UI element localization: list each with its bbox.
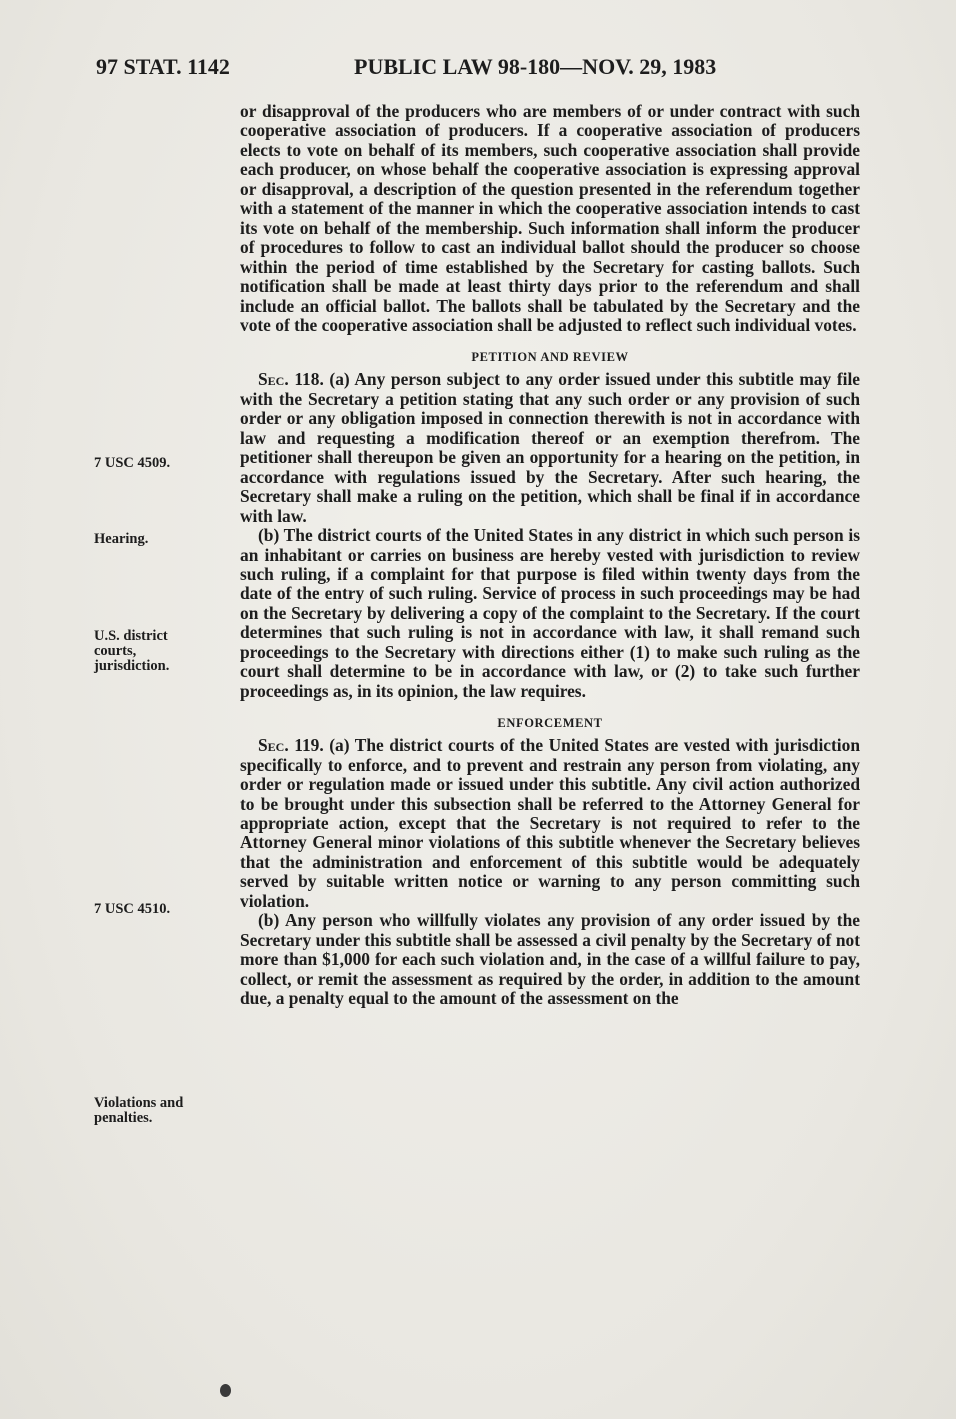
heading-enforcement: ENFORCEMENT xyxy=(497,716,603,731)
margin-note-hearing: Hearing. xyxy=(94,531,149,547)
section-119-b: (b) Any person who willfully violates any provision of any order issued by the Secretary under this subtitle shall be assessed a civil penalty by the Secretary of not more than $1,000 for each such violation and, in the case of a willful failure to pay, collect, or remit the assessment as required by the order, in addition to the amount due, a penalty equal to the amount of the assessment on the xyxy=(240,910,860,1009)
margin-note-district-courts: U.S. district courts, jurisdiction. xyxy=(94,628,170,674)
public-law-title: PUBLIC LAW 98-180—NOV. 29, 1983 xyxy=(354,54,717,79)
heading-petition-and-review: PETITION AND REVIEW xyxy=(471,350,629,365)
section-118-a-text: 118. (a) Any person subject to any order issued under this subtitle may file with the Secretary a petition stating that any such order or any provision of such order or any obligation imposed in connection therewith is not in accordance with law and requesting a modification thereof or an exemption therefrom. The petitioner shall thereupon be given an opportunity for a hearing on the petition, in accordance with regulations issued by the Secretary. After such hearing, the Secretary shall make a ruling on the petition, which shall be final if in accordance with law. xyxy=(240,369,860,526)
page-header xyxy=(96,54,856,84)
section-119-a xyxy=(240,736,860,911)
section-118-a xyxy=(240,370,860,526)
margin-note-violations: Violations and penalties. xyxy=(94,1095,184,1126)
margin-note-usc-4509: 7 USC 4509. xyxy=(94,455,171,471)
section-119-a-text: 119. (a) The district courts of the United States are vested with jurisdiction specifically to enforce, and to prevent and restrain any person from violating, any order or regulation made or issued under this subtitle. Any civil action authorized to be brought under this subsection shall be referred to the Attorney General for appropriate action, except that the Secretary is not required to refer to the Attorney General minor violations of this subtitle whenever the Secretary believes that the administration and enforcement of this subtitle would be adequately served by suitable written notice or warning to any person committing such violation. xyxy=(240,735,860,911)
statute-citation: 97 STAT. 1142 xyxy=(96,54,230,79)
continued-paragraph: or disapproval of the producers who are members of or under contract with such cooperative association of producers. If a cooperative association of producers elects to vote on behalf of its members, such cooperative association shall provide each producer, on whose behalf the cooperative association is expressing approval or disapproval, a description of the question presented in the referendum together with a statement of the manner in which the cooperative association intends to cast its vote on behalf of the membership. Such information shall inform the producer of procedures to follow to cast an individual ballot should the producer so choose within the period of time established by the Secretary for casting ballots. Such notification shall be made at least thirty days prior to the referendum and shall include an official ballot. The ballots shall be tabulated by the Secretary and the vote of the cooperative association shall be adjusted to reflect such individual votes. xyxy=(240,101,860,335)
ink-speck xyxy=(220,1384,231,1397)
section-118-b: (b) The district courts of the United States in any district in which such person is an inhabitant or carries on business are hereby vested with jurisdiction to review such ruling, if a complaint for that purpose is filed within twenty days from the date of the entry of such ruling. Service of process in such proceedings may be had on the Secretary by delivering a copy of the complaint to the Secretary. If the court determines that such ruling is not in accordance with law, it shall remand such proceedings to the Secretary with directions either (1) to make such ruling as the court shall determine to be in accordance with law, or (2) to take such further proceedings as, in its opinion, the law requires. xyxy=(240,525,860,701)
section-label: Sec. xyxy=(258,369,289,390)
margin-note-usc-4510: 7 USC 4510. xyxy=(94,901,171,917)
body-text-column xyxy=(240,102,860,1008)
section-label: Sec. xyxy=(258,735,289,756)
